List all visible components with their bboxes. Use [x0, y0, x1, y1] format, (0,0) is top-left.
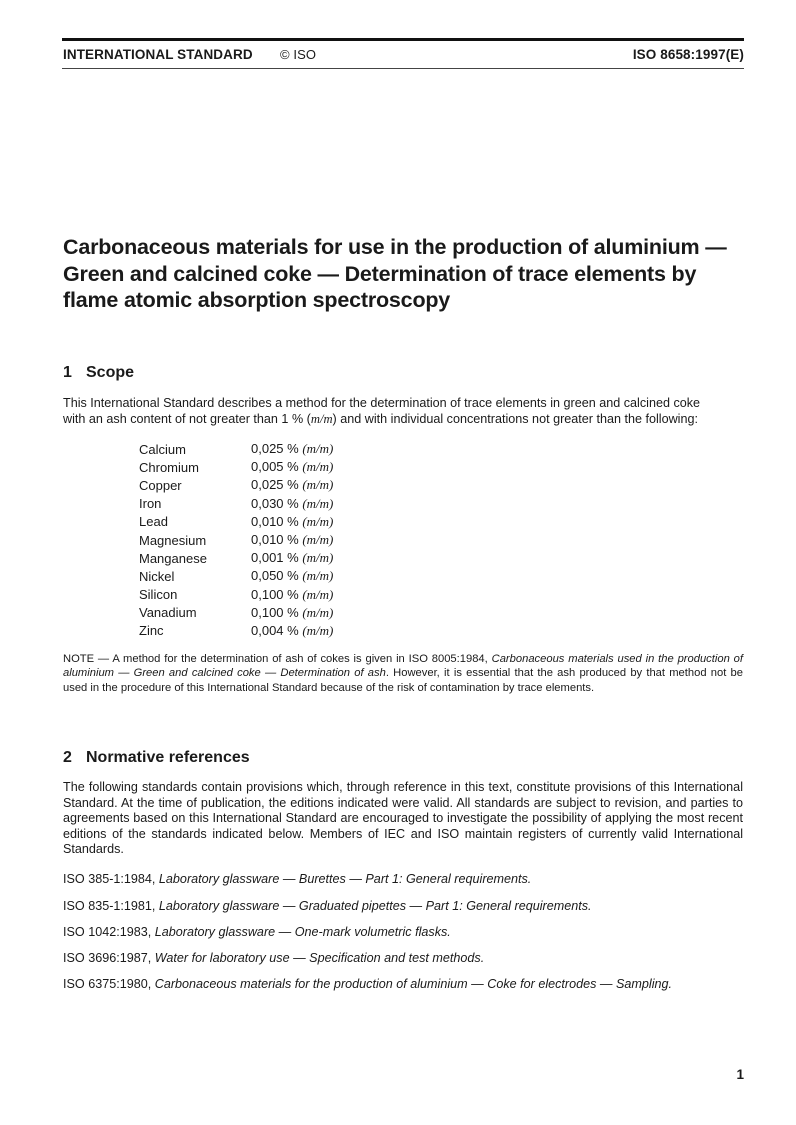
element-unit: (m/m) [302, 441, 334, 457]
element-limit [251, 567, 333, 585]
header-standard-label: INTERNATIONAL STANDARD [63, 47, 253, 62]
reference-code: ISO 835-1:1981, [63, 899, 159, 913]
normative-number: 2 [63, 749, 72, 766]
element-row [139, 440, 333, 458]
element-unit: (m/m) [302, 568, 334, 584]
scope-note: NOTE — A method for the determination of ash of cokes is given in ISO 8005:1984, Carbonaceous materials used in the production of aluminium — Green and calcined coke — Determination of ash. However, it is essential that the ash produced by that method not be used in the procedure of this International Standard because of the risk of contamination by trace elements. [63, 653, 744, 694]
reference-code: ISO 1042:1983, [63, 925, 155, 939]
element-value: 0,010 % [251, 513, 299, 529]
element-unit: (m/m) [302, 550, 334, 566]
element-name: Manganese [139, 550, 207, 566]
scope-text-line-2: with an ash content of not greater than 1 % (m/m) and with individual concentrations not greater than the following: [63, 411, 698, 426]
reference-item [63, 951, 484, 965]
element-name: Calcium [139, 441, 186, 457]
element-unit: (m/m) [302, 477, 334, 493]
element-row [139, 476, 333, 494]
scope-text [63, 396, 743, 427]
element-limit [251, 586, 333, 604]
normative-heading [63, 749, 250, 767]
element-value: 0,001 % [251, 550, 299, 566]
element-value: 0,100 % [251, 604, 299, 620]
element-value: 0,005 % [251, 459, 299, 475]
reference-item [63, 925, 451, 939]
element-limit [251, 440, 333, 458]
normative-title: Normative references [86, 749, 250, 766]
element-limit [251, 513, 333, 531]
element-row [139, 567, 333, 585]
element-unit: (m/m) [302, 622, 334, 638]
reference-title: Carbonaceous materials for the production of aluminium — Coke for electrodes — Sampling. [154, 977, 673, 991]
element-limit [251, 495, 333, 513]
element-name: Chromium [139, 459, 199, 475]
note-referenced-title: Carbonaceous materials used in the production of aluminium — Green and calcined coke — Determination of ash [63, 653, 744, 680]
element-row [139, 586, 333, 604]
element-name: Nickel [139, 568, 175, 584]
title-line-1: Carbonaceous materials for use in the production of aluminium — [63, 235, 727, 259]
reference-title: Laboratory glassware — One-mark volumetric flasks. [154, 925, 451, 939]
element-value: 0,030 % [251, 495, 299, 511]
element-unit: (m/m) [302, 513, 334, 529]
element-name: Silicon [139, 587, 178, 603]
element-value: 0,004 % [251, 622, 299, 638]
element-value: 0,025 % [251, 477, 299, 493]
element-name: Lead [139, 514, 168, 530]
element-limit [251, 531, 333, 549]
page-number: 1 [736, 1067, 744, 1082]
reference-title: Laboratory glassware — Graduated pipettes — Part 1: General requirements. [158, 899, 592, 913]
reference-item [63, 899, 592, 913]
element-value: 0,050 % [251, 568, 299, 584]
header-rule-top [62, 38, 744, 41]
normative-text: The following standards contain provisions which, through reference in this text, constitute provisions of this International Standard. At the time of publication, the editions indicated were valid. All standards are subject to revision, and parties to agreements based on this International Standard are encouraged to investigate the possibility of applying the most recent editions of the standards indicated below. Members of IEC and ISO maintain registers of currently valid International Standards. [63, 780, 743, 857]
title-line-3: flame atomic absorption spectroscopy [63, 288, 451, 312]
reference-title: Water for laboratory use — Specification and test methods. [154, 951, 485, 965]
reference-title: Laboratory glassware — Burettes — Part 1: General requirements. [158, 872, 532, 886]
document-title [63, 234, 753, 314]
title-line-2: Green and calcined coke — Determination of trace elements by [63, 261, 697, 286]
element-unit: (m/m) [302, 586, 334, 602]
note-label: NOTE — [63, 653, 110, 665]
element-limit [251, 622, 333, 640]
element-value: 0,100 % [251, 586, 299, 602]
element-limit [251, 458, 333, 476]
element-row [139, 549, 333, 567]
element-name: Copper [139, 477, 182, 493]
element-row [139, 622, 333, 640]
reference-code: ISO 385-1:1984, [63, 872, 159, 886]
element-row [139, 495, 333, 513]
element-unit: (m/m) [302, 459, 334, 475]
element-row [139, 531, 333, 549]
header-rule-bottom [62, 68, 744, 69]
element-name: Vanadium [139, 605, 197, 621]
element-limit [251, 549, 333, 567]
element-unit: (m/m) [302, 532, 334, 548]
element-name: Zinc [139, 623, 164, 639]
element-unit: (m/m) [302, 495, 334, 511]
element-row [139, 513, 333, 531]
element-row [139, 604, 333, 622]
scope-text-line-1: This International Standard describes a method for the determination of trace elements in green and calcined coke [63, 396, 701, 410]
element-row [139, 458, 333, 476]
element-limit [251, 604, 333, 622]
scope-title: Scope [86, 364, 135, 381]
element-concentration-table [139, 440, 333, 640]
element-unit: (m/m) [302, 604, 334, 620]
reference-code: ISO 3696:1987, [63, 951, 155, 965]
header-copyright: © ISO [280, 47, 317, 62]
reference-item [63, 872, 531, 886]
element-name: Iron [139, 496, 162, 512]
scope-heading [63, 364, 134, 382]
element-name: Magnesium [139, 532, 207, 548]
reference-code: ISO 6375:1980, [63, 977, 155, 991]
header-document-number: ISO 8658:1997(E) [632, 47, 744, 62]
element-value: 0,010 % [251, 532, 299, 548]
element-limit [251, 476, 333, 494]
reference-item [63, 977, 672, 991]
element-value: 0,025 % [251, 441, 299, 457]
scope-number: 1 [63, 364, 72, 381]
